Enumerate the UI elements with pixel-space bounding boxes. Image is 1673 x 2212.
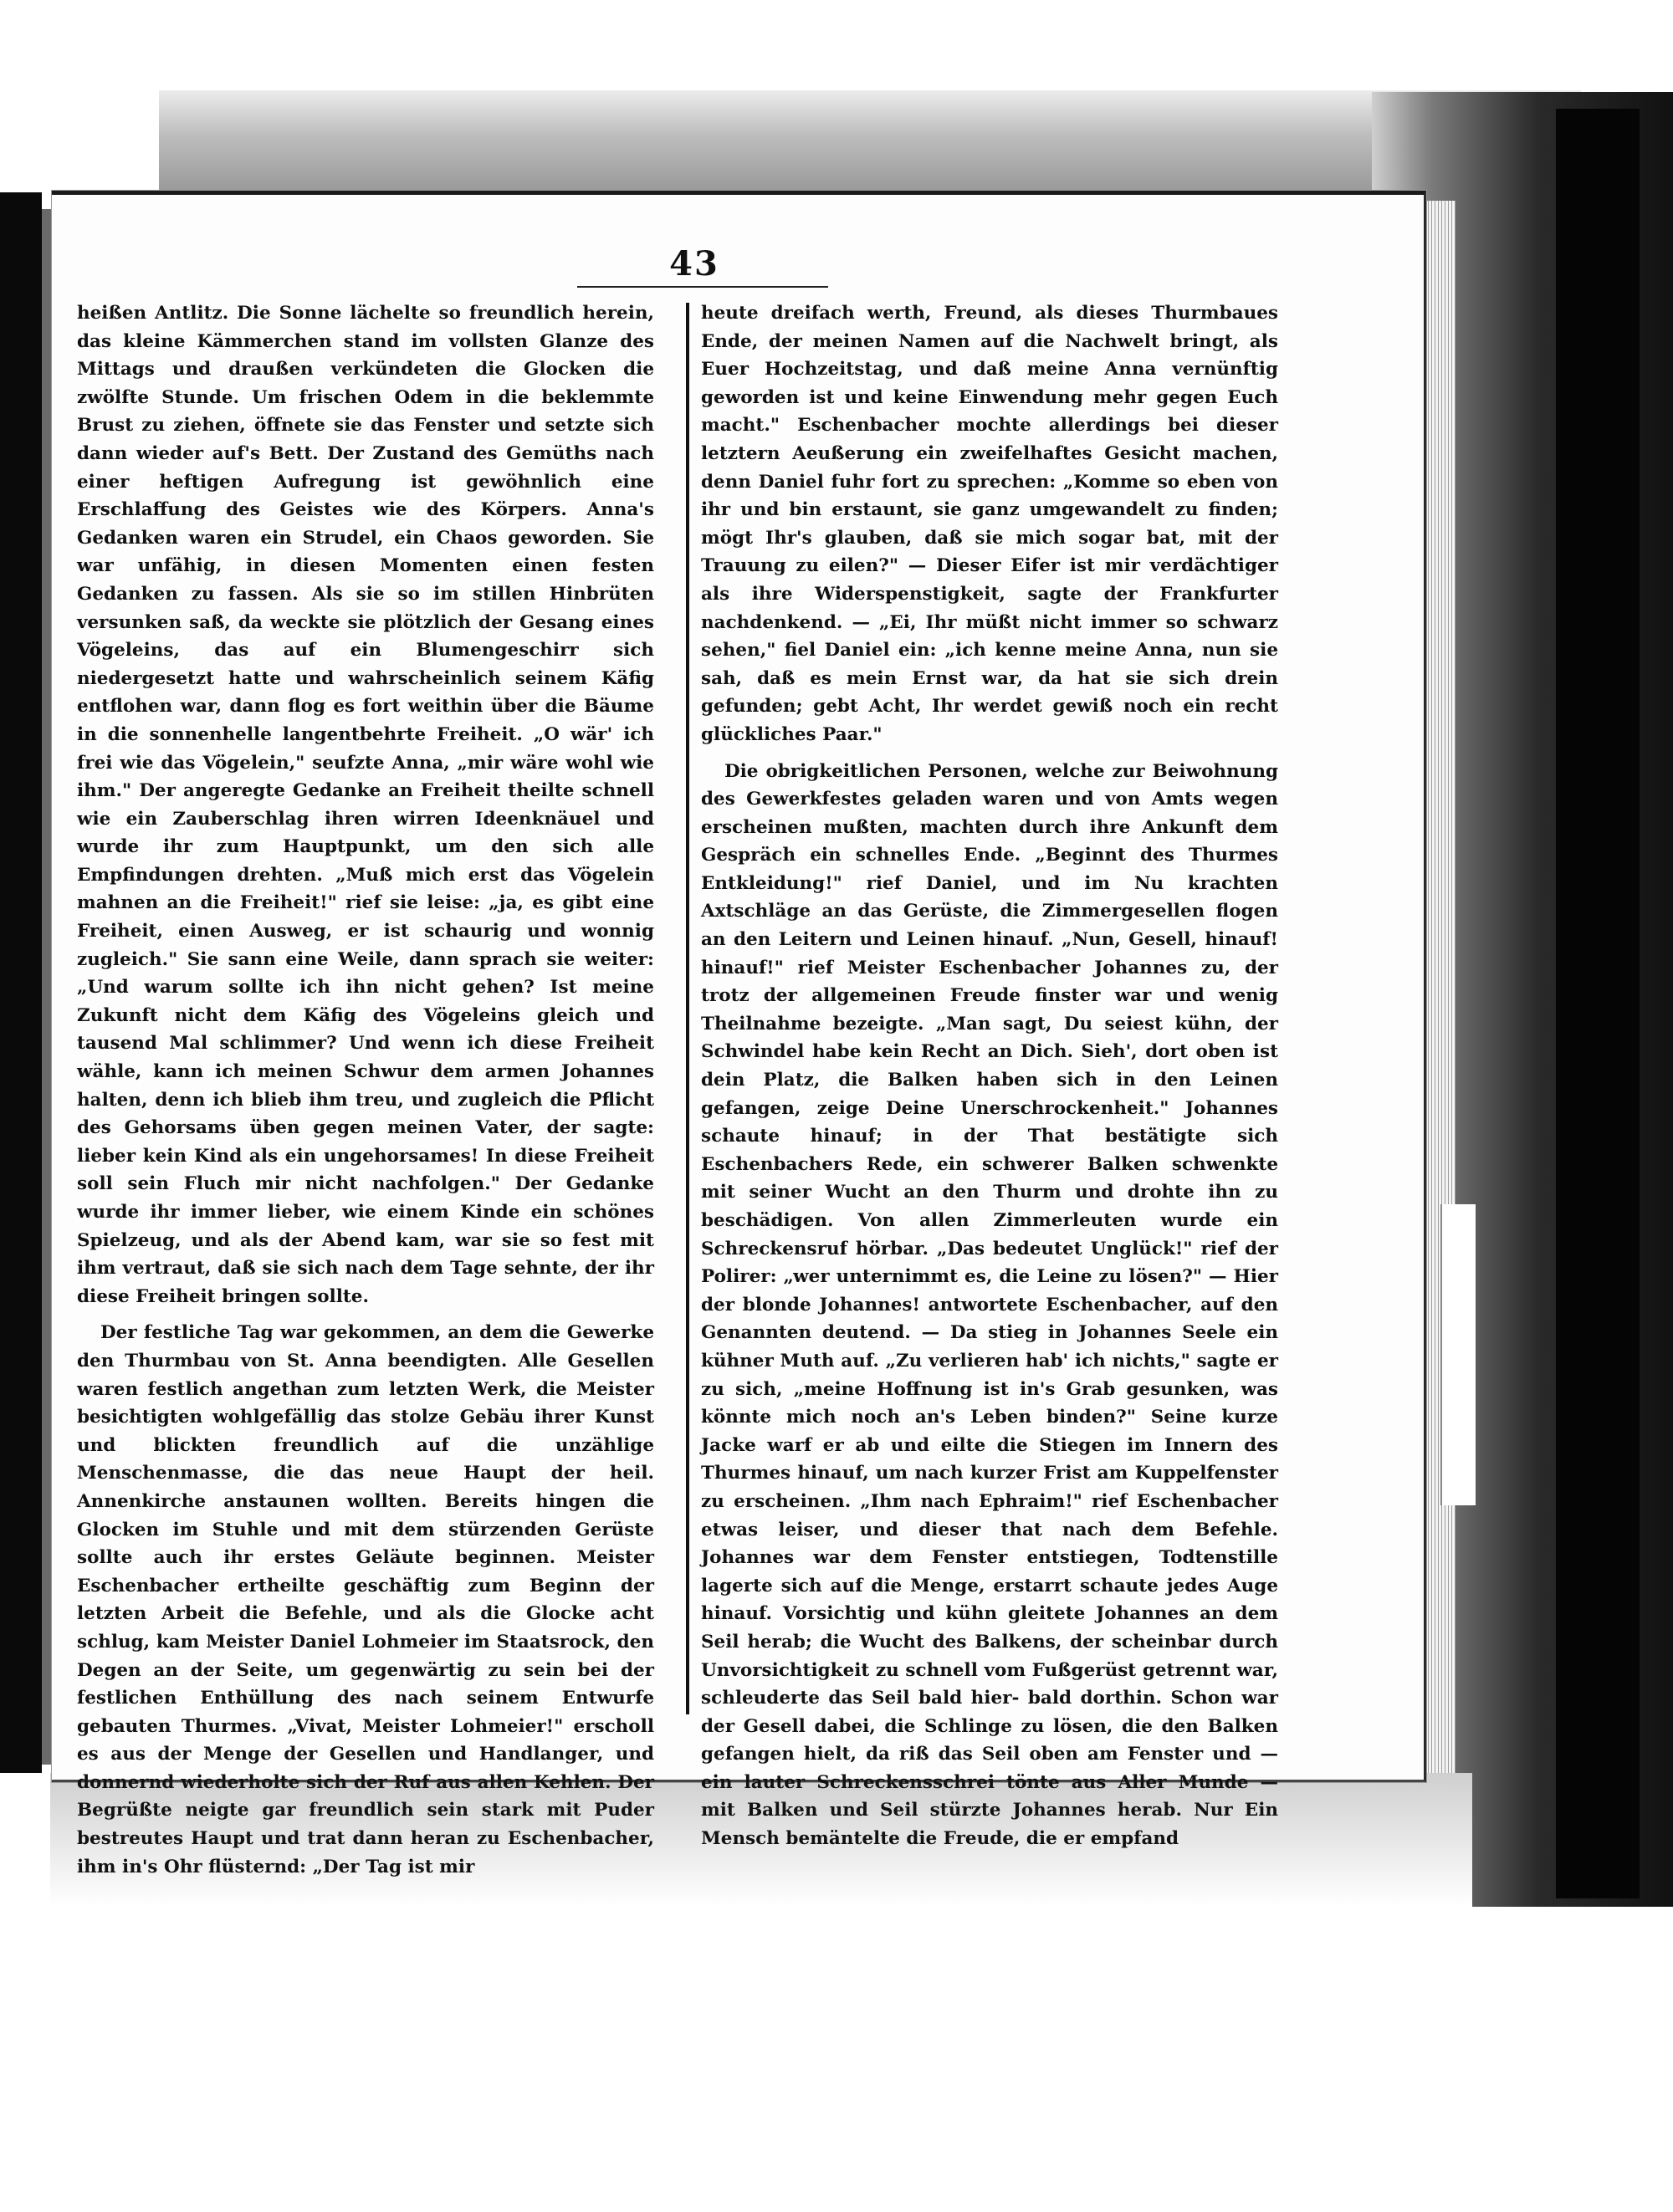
facing-page-edge	[0, 192, 42, 1773]
column-divider	[686, 303, 689, 1714]
right-column	[701, 299, 1278, 1850]
scan-background-top	[159, 90, 1581, 191]
page-stack-edge	[1422, 201, 1456, 1773]
paragraph: Der festliche Tag war gekommen, an dem die Gewerke den Thurmbau von St. Anna beendigten. Alle Gesellen waren festlich angethan zum letzten Werk, die Meister besichtigten wohlgefällig das stolze Gebäu ihrer Kunst und blickten freundlich auf die unzählige Menschenmasse, die das neue Haupt der heil. Annenkirche anstaunen wollten. Bereits hingen die Glocken im Stuhle und mit dem stürzenden Gerüste sollte auch ihr erstes Geläute beginnen. Meister Eschenbacher ertheilte geschäftig zum Beginn der letzten Arbeit die Befehle, und als die Glocke acht schlug, kam Meister Daniel Lohmeier im Staatsrock, den Degen an der Seite, um gegenwärtig zu sein bei der festlichen Enthüllung des nach seinem Entwurfe gebauten Thurmes. „Vivat, Meister Lohmeier!" erscholl es aus der Menge der Gesellen und Handlanger, und donnernd wiederholte sich der Ruf aus allen Kehlen. Der Begrüßte neigte gar freundlich sein stark mit Puder bestreutes Haupt und trat dann heran zu Eschenbacher, ihm in's Ohr flüsternd: „Der Tag ist mir	[77, 1322, 654, 1877]
left-column	[77, 299, 654, 1877]
paper-slip	[1440, 1204, 1476, 1505]
scan-shadow-right	[1556, 109, 1640, 1898]
paragraph: heißen Antlitz. Die Sonne lächelte so freundlich herein, das kleine Kämmerchen stand im vollsten Glanze des Mittags und draußen verkündeten die Glocken die zwölfte Stunde. Um frischen Odem in die beklemmte Brust zu ziehen, öffnete sie das Fenster und setzte sich dann wieder auf's Bett. Der Zustand des Gemüths nach einer heftigen Aufregung ist gewöhnlich eine Erschlaffung des Geistes wie des Körpers. Anna's Gedanken waren ein Strudel, ein Chaos geworden. Sie war unfähig, in diesen Momenten einen festen Gedanken zu fassen. Als sie so im stillen Hinbrüten versunken saß, da weckte sie plötzlich der Gesang eines Vögeleins, das auf ein Blumengeschirr sich niedergesetzt hatte und wahrscheinlich seinem Käfig entflohen war, dann flog es fort weithin über die Bäume in die sonnenhelle langentbehrte Freiheit. „O wär' ich frei wie das Vögelein," seufzte Anna, „mir wäre wohl wie ihm." Der angeregte Gedanke an Freiheit theilte schnell wie ein Zauberschlag ihren wirren Ideenknäuel und wurde ihr zum Hauptpunkt, um den sich alle Empfindungen drehten. „Muß mich erst das Vögelein mahnen an die Freiheit!" rief sie leise: „ja, es gibt eine Freiheit, einen Ausweg, er ist schaurig und wonnig zugleich." Sie sann eine Weile, dann sprach sie weiter: „Und warum sollte ich ihn nicht gehen? Ist meine Zukunft nicht dem Käfig des Vögeleins gleich und tausend Mal schlimmer? Und wenn ich diese Freiheit wähle, kann ich meinen Schwur dem armen Johannes halten, denn ich blieb ihm treu, und zugleich die Pflicht des Gehorsams üben gegen meinen Vater, der sagte: lieber kein Kind als ein ungehorsames! In diese Freiheit soll sein Fluch mir nicht nachfolgen." Der Gedanke wurde ihr immer lieber, wie einem Kinde ein schönes Spielzeug, und als der Abend kam, war sie so fest mit ihm vertraut, daß sie sich nach dem Tage sehnte, der ihr diese Freiheit bringen sollte.	[77, 303, 654, 1307]
paragraph: heute dreifach werth, Freund, als dieses Thurmbaues Ende, der meinen Namen auf die Nachwelt bringt, als Euer Hochzeitstag, und daß meine Anna vernünftig geworden ist und keine Einwendung mehr gegen Euch macht." Eschenbacher mochte allerdings bei dieser letztern Aeußerung ein zweifelhaftes Gesicht machen, denn Daniel fuhr fort zu sprechen: „Komme so eben von ihr und bin erstaunt, sie ganz umgewandelt zu finden; mögt Ihr's glauben, daß sie mich sogar bat, mit der Trauung zu eilen?" — Dieser Eifer ist mir verdächtiger als ihre Widerspenstigkeit, sagte der Frankfurter nachdenkend. — „Ei, Ihr müßt nicht immer so schwarz sehen," fiel Daniel ein: „ich kenne meine Anna, nun sie sah, daß es mein Ernst war, da hat sie sich drein gefunden; gebt Acht, Ihr werdet gewiß noch ein recht glückliches Paar."	[701, 303, 1278, 745]
header-rule	[577, 286, 828, 288]
facing-page-gutter	[42, 209, 52, 1765]
page-number: 43	[669, 244, 719, 284]
paragraph: Die obrigkeitlichen Personen, welche zur Beiwohnung des Gewerkfestes geladen waren und von Amts wegen erscheinen mußten, machten durch ihre Ankunft dem Gespräch ein schnelles Ende. „Beginnt des Thurmes Entkleidung!" rief Daniel, und im Nu krachten Axtschläge an das Gerüste, die Zimmergesellen flogen an den Leitern und Leinen hinauf. „Nun, Gesell, hinauf! hinauf!" rief Meister Eschenbacher Johannes zu, der trotz der allgemeinen Freude finster war und wenig Theilnahme bezeigte. „Man sagt, Du seiest kühn, der Schwindel habe kein Recht an Dich. Sieh', dort oben ist dein Platz, die Balken haben sich in den Leinen gefangen, zeige Deine Unerschrockenheit." Johannes schaute hinauf; in der That bestätigte sich Eschenbachers Rede, ein schwerer Balken schwenkte mit seiner Wucht an den Thurm und drohte ihn zu beschädigen. Von allen Zimmerleuten wurde ein Schreckensruf hörbar. „Das bedeutet Unglück!" rief der Polirer: „wer unternimmt es, die Leine zu lösen?" — Hier der blonde Johannes! antwortete Eschenbacher, auf den Genannten deutend. — Da stieg in Johannes Seele ein kühner Muth auf. „Zu verlieren hab' ich nichts," sagte er zu sich, „meine Hoffnung ist in's Grab gesunken, was könnte mich noch an's Leben binden?" Seine kurze Jacke warf er ab und eilte die Stiegen im Innern des Thurmes hinauf, um nach kurzer Frist am Kuppelfenster zu erscheinen. „Ihm nach Ephraim!" rief Eschenbacher etwas leiser, und dieser that nach dem Befehle. Johannes war dem Fenster entstiegen, Todtenstille lagerte sich auf die Menge, erstarrt schaute jedes Auge hinauf. Vorsichtig und kühn gleitete Johannes an dem Seil herab; die Wucht des Balkens, der scheinbar durch Unvorsichtigkeit zu schnell vom Fußgerüst getrennt war, schleuderte das Seil bald hier- bald dorthin. Schon war der Gesell dabei, die Schlinge zu lösen, die den Balken gefangen hielt, da riß das Seil oben am Fenster und — ein lauter Schreckensschrei tönte aus Aller Munde — mit Balken und Seil stürzte Johannes herab. Nur Ein Mensch bemäntelte die Freude, die er empfand	[701, 760, 1278, 1850]
